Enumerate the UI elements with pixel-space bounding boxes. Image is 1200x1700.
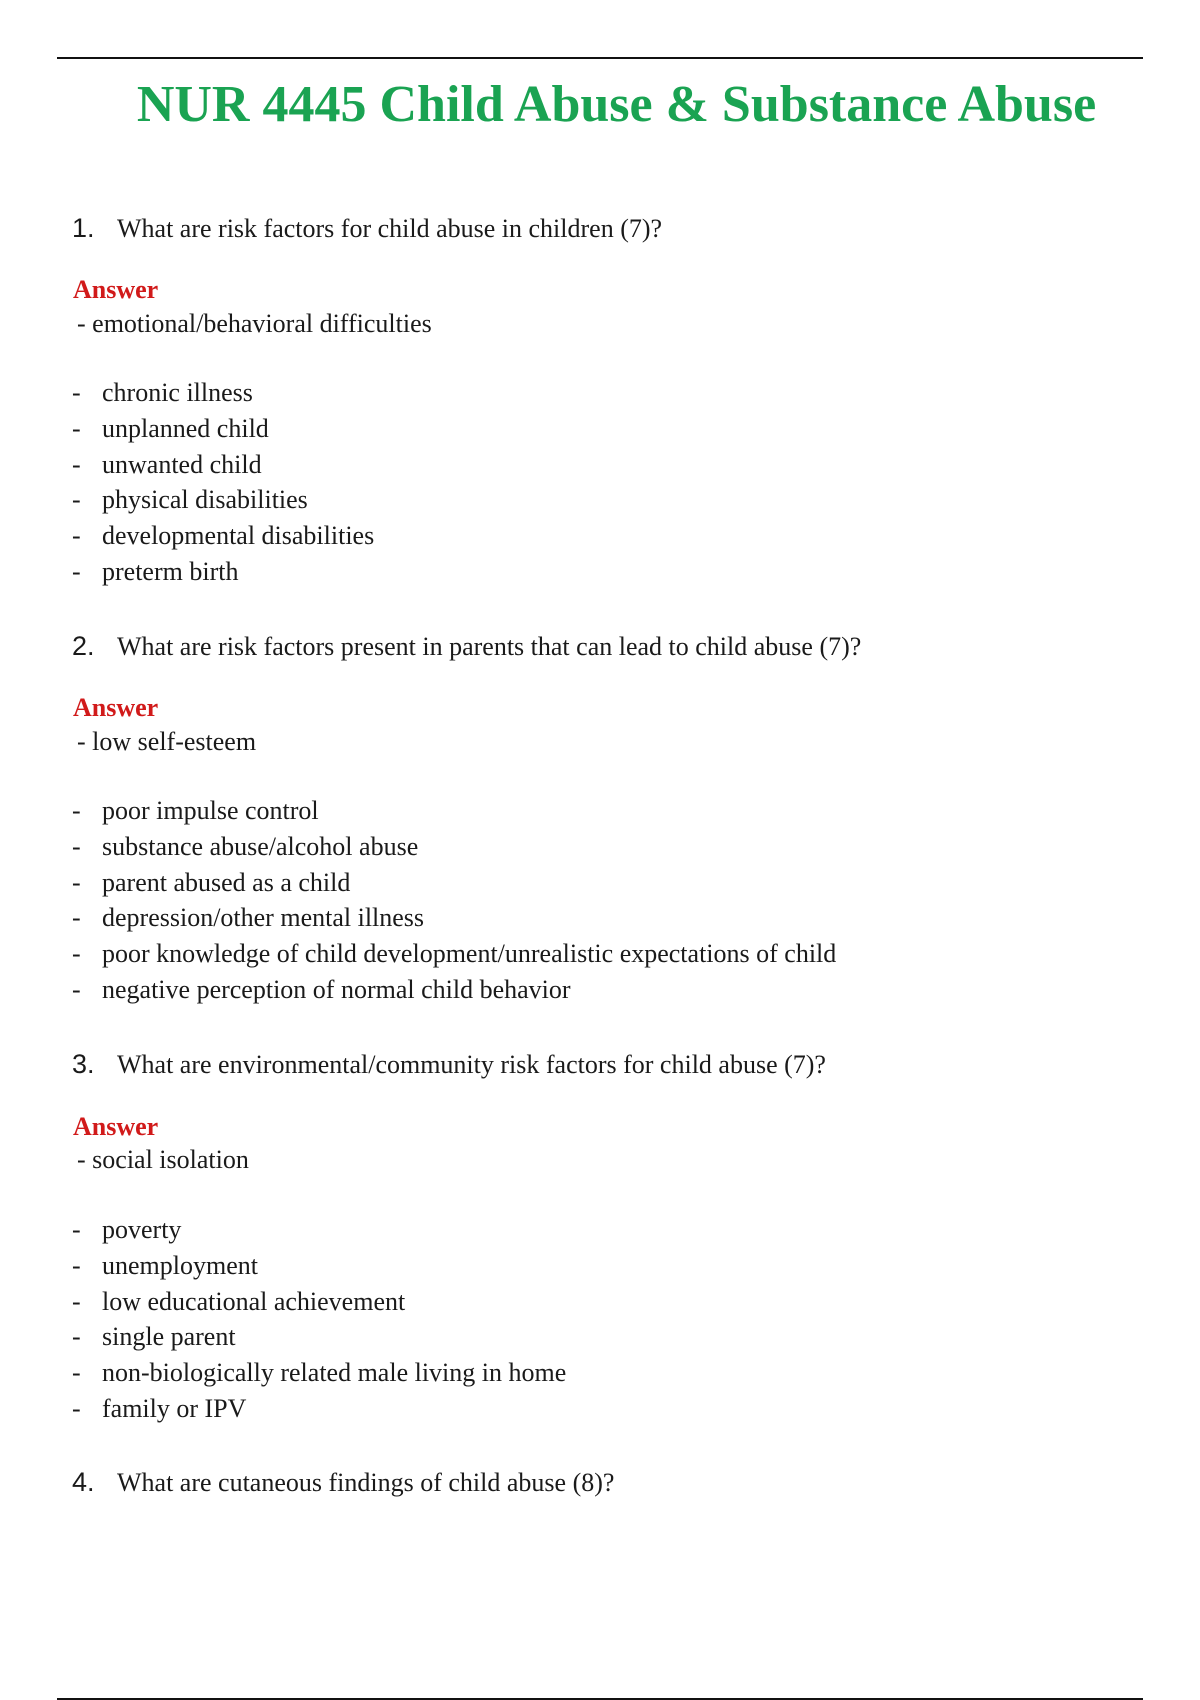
question-number: 1. <box>72 213 95 243</box>
page-title: NUR 4445 Child Abuse & Substance Abuse <box>136 76 1097 133</box>
question-2 <box>72 629 861 664</box>
question-1 <box>72 211 662 246</box>
list-item: - poverty <box>72 1212 566 1248</box>
top-rule <box>57 57 1143 59</box>
bullet-dash: - <box>72 903 81 933</box>
bullet-dash: - <box>72 974 81 1004</box>
bullet-dash: - <box>72 1358 81 1388</box>
list-item: - depression/other mental illness <box>72 900 836 936</box>
bullet-dash: - <box>72 556 81 586</box>
question-text: What are environmental/community risk factors for child abuse (7)? <box>117 1050 826 1079</box>
list-item: - single parent <box>72 1319 566 1355</box>
list-item: - parent abused as a child <box>72 865 836 901</box>
question-text: What are cutaneous findings of child abuse (8)? <box>117 1468 615 1497</box>
list-item: - developmental disabilities <box>72 518 374 554</box>
list-item: - unplanned child <box>72 411 374 447</box>
bullet-dash: - <box>72 1286 81 1316</box>
list-item: - family or IPV <box>72 1391 566 1427</box>
bullet-dash: - <box>72 867 81 897</box>
answer-label: Answer <box>73 275 159 304</box>
bullet-dash: - <box>72 1215 81 1244</box>
list-item: - chronic illness <box>72 375 374 411</box>
answer-list <box>72 1212 566 1427</box>
question-4 <box>72 1465 614 1500</box>
list-item: - physical disabilities <box>72 482 374 518</box>
question-3 <box>72 1047 826 1082</box>
question-number: 4. <box>72 1467 95 1497</box>
list-item: - low educational achievement <box>72 1284 566 1320</box>
list-item: - substance abuse/alcohol abuse <box>72 829 836 865</box>
list-item: - poor impulse control <box>72 793 836 829</box>
list-item: - non-biologically related male living in home <box>72 1355 566 1391</box>
bullet-dash: - <box>72 1393 81 1423</box>
bullet-dash: - <box>72 1250 81 1280</box>
question-text: What are risk factors for child abuse in children (7)? <box>117 214 663 243</box>
bullet-dash: - <box>72 831 81 861</box>
bullet-dash: - <box>72 413 81 443</box>
answer-first-item: - social isolation <box>77 1145 249 1174</box>
answer-label: Answer <box>73 693 159 722</box>
question-text: What are risk factors present in parents that can lead to child abuse (7)? <box>117 632 862 661</box>
list-item: - unemployment <box>72 1248 566 1284</box>
bullet-dash: - <box>72 378 81 407</box>
answer-label: Answer <box>73 1112 159 1141</box>
bullet-dash: - <box>72 485 81 515</box>
bullet-dash: - <box>72 939 81 969</box>
bullet-dash: - <box>72 1322 81 1352</box>
list-item: - preterm birth <box>72 554 374 590</box>
bullet-dash: - <box>72 521 81 551</box>
question-number: 3. <box>72 1049 95 1079</box>
list-item: - unwanted child <box>72 447 374 483</box>
answer-list <box>72 375 374 590</box>
bullet-dash: - <box>72 449 81 479</box>
list-item: - negative perception of normal child behavior <box>72 972 836 1008</box>
bullet-dash: - <box>72 796 81 825</box>
list-item: - poor knowledge of child development/unrealistic expectations of child <box>72 936 836 972</box>
question-number: 2. <box>72 631 95 661</box>
answer-first-item: - low self-esteem <box>77 727 257 756</box>
answer-list <box>72 793 836 1008</box>
answer-first-item: - emotional/behavioral difficulties <box>77 309 432 338</box>
